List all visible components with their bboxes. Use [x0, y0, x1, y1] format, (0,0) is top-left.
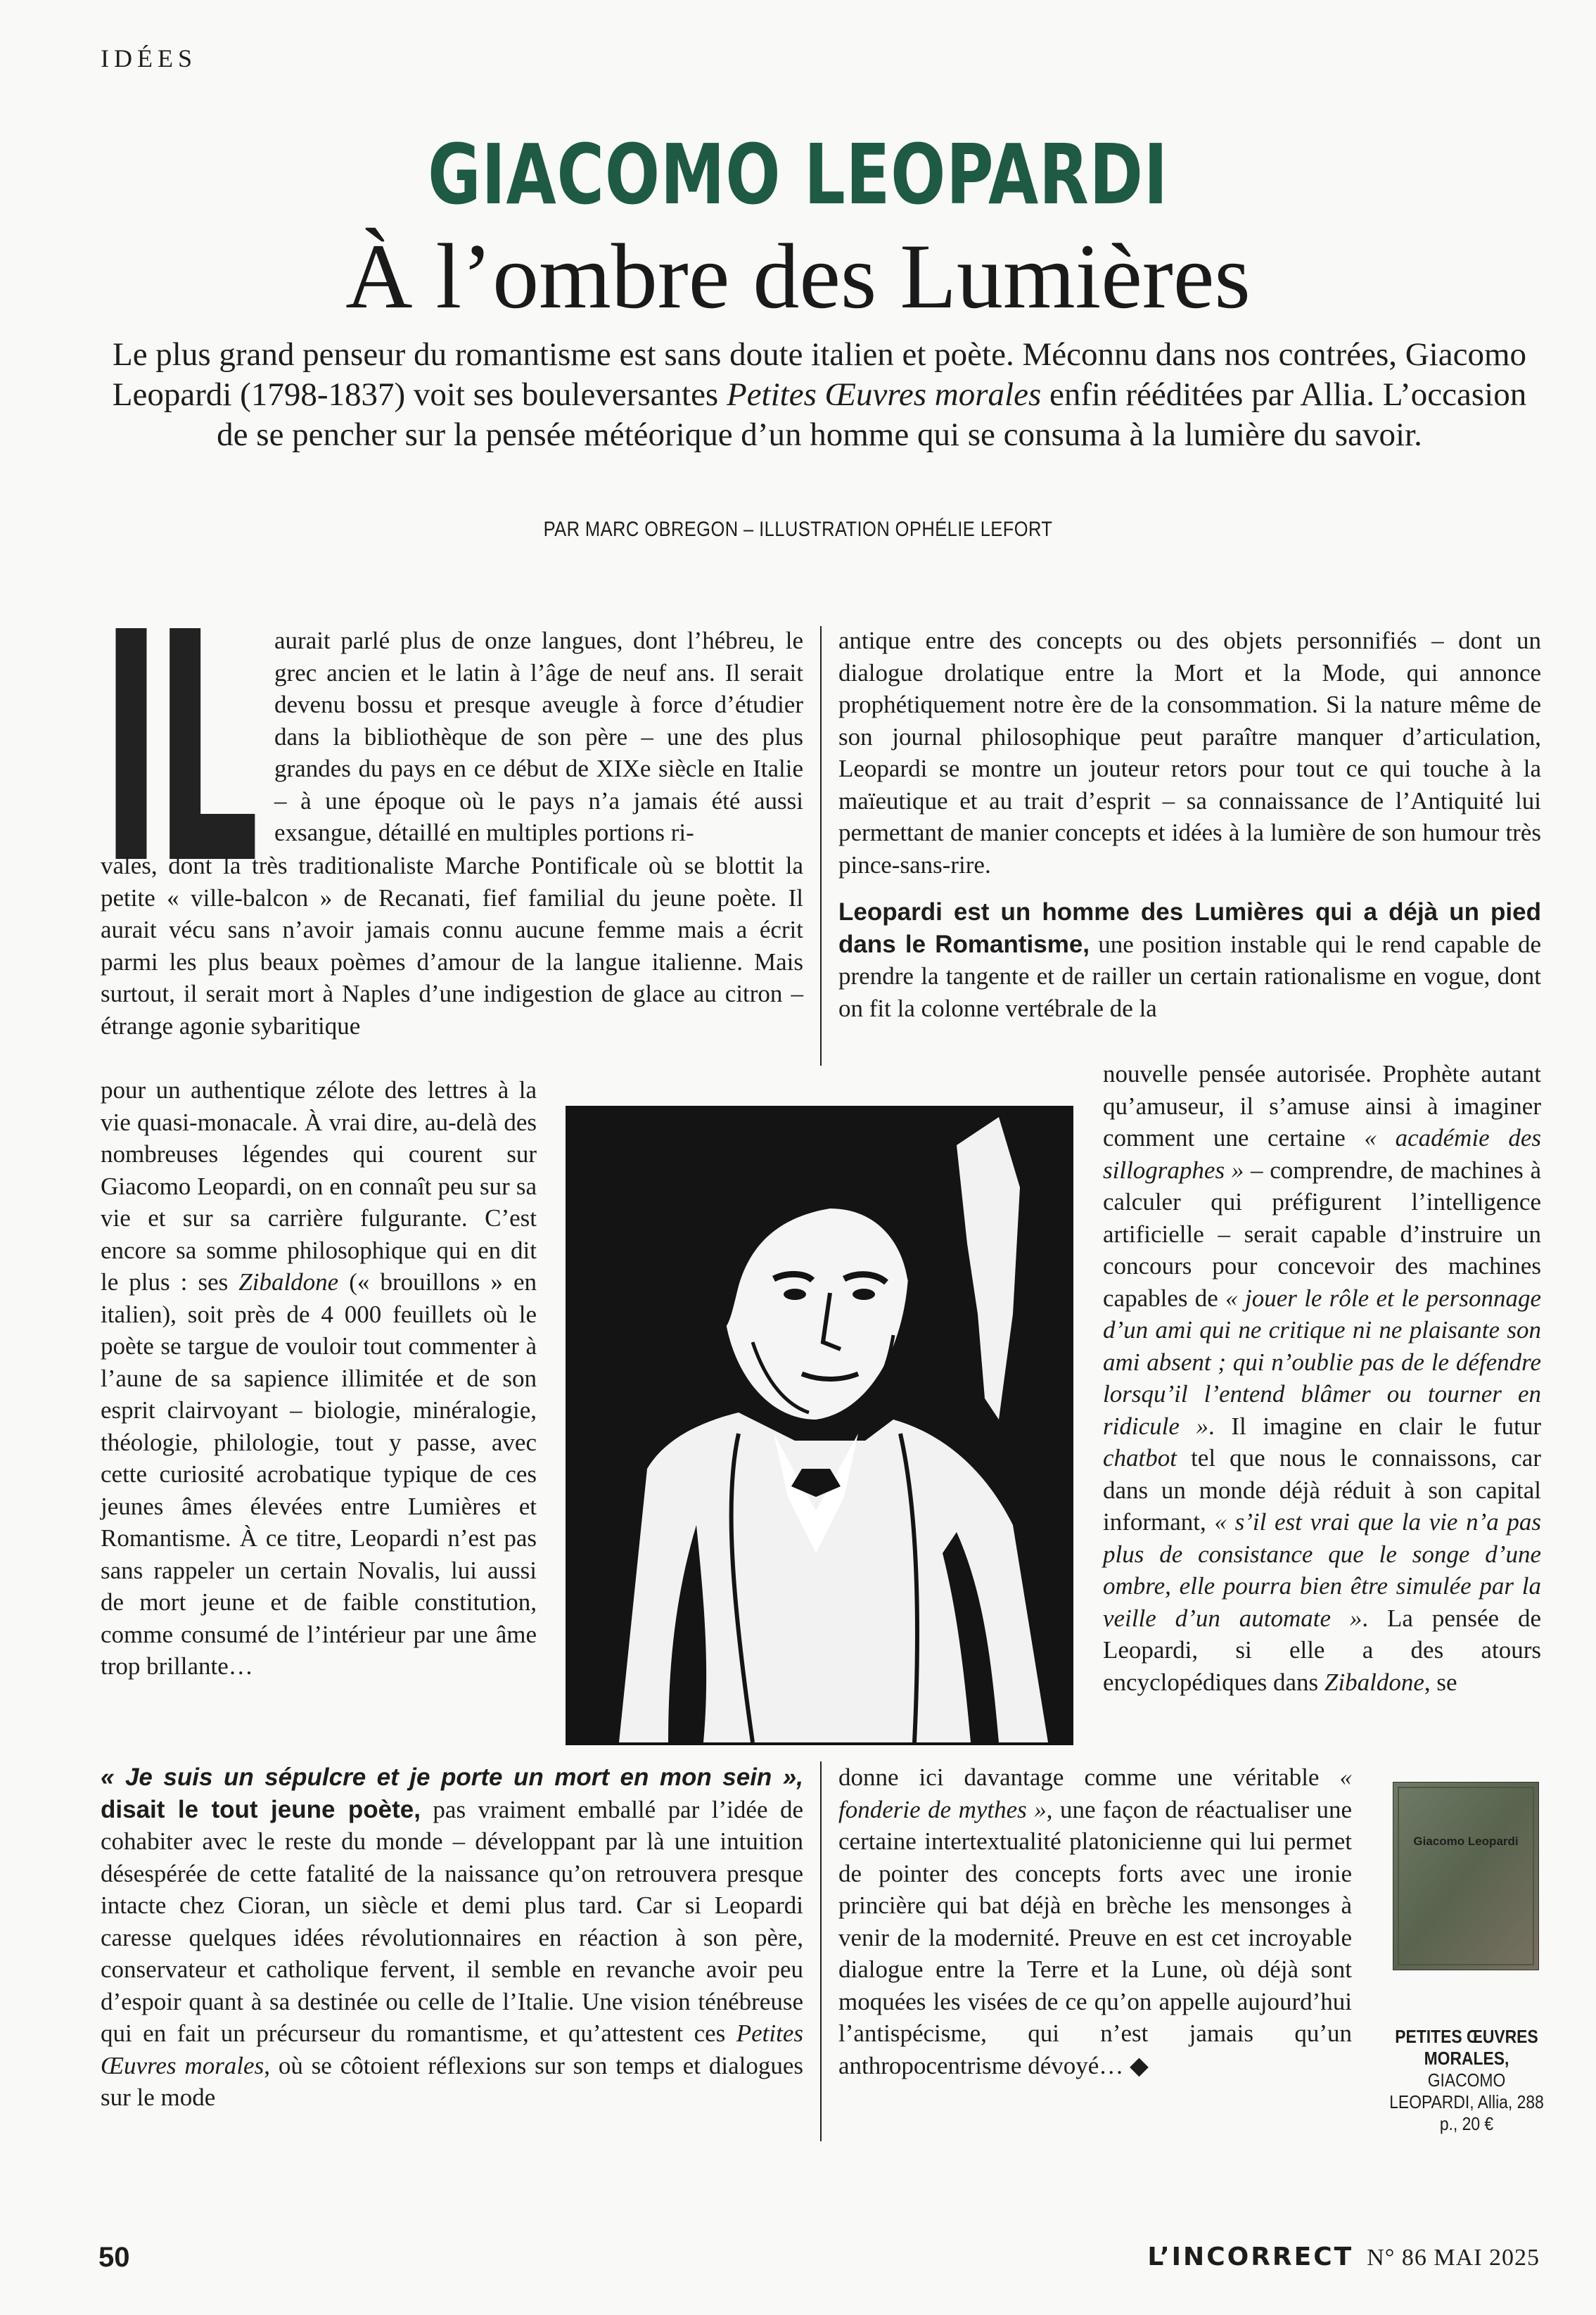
column1-paragraph-narrow: pour un authentique zélote des lettres à la vie quasi-monacale. À vrai dire, au-delà des nombreuses légendes qui courent sur Giacomo Leopardi, on en connaît peu sur sa vie et sur sa carrière fulgurante. C’est encore sa somme philosophique qui en dit le plus : ses Zibaldone (« brouillons » en italien), soit près de 4 000 feuillets où le poète se targue de vouloir tout commenter à l’aune de sa sapience illimitée et de son esprit clairvoyant – biologie, minéralogie, théologie, philologie, tout y passe, avec cette curiosité acrobatique typique de ces jeunes âmes élevées entre Lumières et Romantisme. À ce titre, Leopardi n’est pas sans rappeler un certain Novalis, lui aussi de mort jeune et de faible constitution, comme consumé de l’intérieur par une âme trop brillante…	[101, 1076, 537, 1680]
column1-paragraph-two: « Je suis un sépulcre et je porte un mort en mon sein », disait le tout jeune poète, pas vraiment emballé par l’idée de cohabiter avec le reste du monde – développant par là une intuition désespérée de cette fatalité de la naissance qu’on retrouvera presque intacte chez Cioran, un siècle et demi plus tard. Car si Leopardi caresse quelques idées révolutionnaires en réaction à son père, conservateur et catholique fervent, il semble en revanche avoir peu d’espoir quant à sa destinée ou celle de l’Italie. Une vision ténébreuse qui en fait un précurseur du romantisme, et qu’attestent ces Petites Œuvres morales, où se côtoient réflexions sur son temps et dialogues sur le mode	[101, 1764, 804, 2111]
column1-paragraph-start: aurait parlé plus de onze langues, dont l’hébreu, le grec ancien et le latin à l’âge de neuf ans. Il serait devenu bossu et presque aveugle à force d’étudier dans la bibliothèque de son père – une des plus grandes du pays en ce début de XIXe siècle en Italie – à une époque où le pays n’a jamais été aussi exsangue, détaillé en multiples portions ri-	[274, 627, 803, 846]
magazine-footer	[1147, 2243, 1540, 2271]
article-headline: À l’ombre des Lumières	[345, 224, 1251, 328]
book-cover-image	[1393, 1782, 1539, 1970]
section-label: IDÉES	[101, 44, 197, 72]
issue-info: N° 86 MAI 2025	[1367, 2245, 1540, 2271]
article-kicker: GIACOMO LEOPARDI	[428, 126, 1168, 223]
leopardi-portrait-illustration	[563, 1103, 1076, 1748]
page-number: 50	[98, 2242, 130, 2273]
article-intro: Le plus grand penseur du romantisme est sans doute italien et poète. Méconnu dans nos contrées, Giacomo Leopardi (1798-1837) voit ses bouleversantes Petites Œuvres morales enfin rééditées par Allia. L’occasion de se pencher sur la pensée météorique d’un homme qui se consuma à la lumière du savoir.	[112, 336, 1527, 453]
book-caption: PETITES ŒUVRES MORALES, GIACOMO LEOPARDI, Allia, 288 p., 20 €	[1389, 2026, 1544, 2134]
column2-paragraph-end: donne ici davantage comme une véritable « fonderie de mythes », une façon de réactualiser une certaine intertextualité platonicienne qui lui permet de pointer des concepts forts avec une ironie princière qui bat déjà en brèche les mensonges à venir de la modernité. Preuve en est cet incroyable dialogue entre la Terre et la Lune, où déjà sont moquées les visées de ce qu’on appelle aujourd’hui l’antispécisme, qui n’est jamais qu’un anthropocentrisme dévoyé… ◆	[838, 1764, 1352, 2079]
column2-paragraph-start: antique entre des concepts ou des objets personnifiés – dont un dialogue drolatique entre la Mort et la Mode, qui annonce prophétiquement notre ère de la consommation. Si la nature même de son journal philosophique peut paraître manquer d’articulation, Leopardi se montre un jouteur retors pour tout ce qui touche à la maïeutique et au trait d’esprit – sa connaissance de l’Antiquité lui permettant de manier concepts et idées à la lumière de son humour très pince-sans-rire. Leopardi est un homme des Lumières qui a déjà un pied dans le Romantisme, une position instable qui le rend capable de prendre la tangente et de railler un certain rationalisme en vogue, dont on fit la colonne vertébrale de la	[838, 627, 1541, 1022]
article-byline: PAR MARC OBREGON – ILLUSTRATION OPHÉLIE LEFORT	[543, 518, 1053, 541]
book-cover-title: Giacomo Leopardi	[1413, 1835, 1519, 1848]
column-rule-top	[820, 626, 822, 1066]
drop-cap: IL	[101, 566, 253, 934]
magazine-name: L’INCORRECT	[1147, 2243, 1354, 2271]
column1-paragraph-continued: vales, dont la très traditionaliste Marche Pontificale où se blottit la petite « ville-balcon » de Recanati, fief familial du jeune poète. Il aurait vécu sans n’avoir jamais connu aucune femme mais a écrit parmi les plus beaux poèmes d’amour de la langue italienne. Mais surtout, il serait mort à Naples d’une indigestion de glace au citron – étrange agonie sybaritique	[101, 852, 803, 1040]
column2-paragraph-wrap: nouvelle pensée autorisée. Prophète autant qu’amuseur, il s’amuse ainsi à imaginer comment une certaine « académie des sillographes » – comprendre, de machines à calculer qui préfigurent l’intelligence artificielle – serait capable d’instruire un concours pour concevoir des machines capables de « jouer le rôle et le personnage d’un ami qui ne critique ni ne plaisante son ami absent ; qui n’oublie pas de le défendre lorsqu’il l’entend blâmer ou tourner en ridicule ». Il imagine en clair le futur chatbot tel que nous le connaissons, car dans un monde déjà réduit à son capital informant, « s’il est vrai que la vie n’a pas plus de consistance que le songe d’une ombre, elle pourra bien être simulée par la veille d’un automate ». La pensée de Leopardi, si elle a des atours encyclopédiques dans Zibaldone, se	[1103, 1060, 1541, 1696]
column-rule	[820, 1761, 822, 2141]
